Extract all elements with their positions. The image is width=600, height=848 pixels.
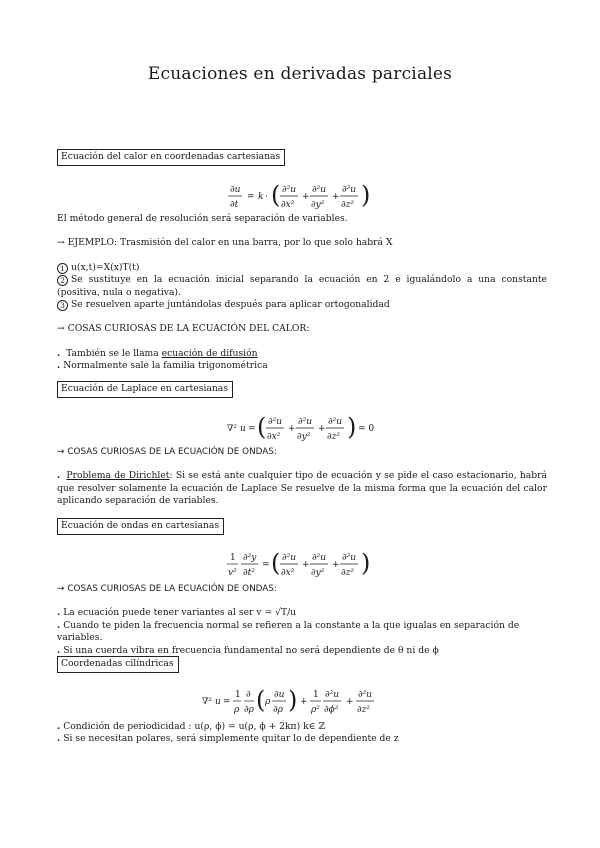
svg-text:+: + [318, 424, 326, 434]
svg-text:∂ϕ²: ∂ϕ² [324, 705, 339, 715]
svg-text:ρ: ρ [265, 697, 271, 707]
svg-text:(: ( [256, 686, 266, 714]
svg-text:(: ( [271, 549, 281, 577]
waves-curiosas-text: COSAS CURIOSAS DE LA ECUACIÓN DE ONDAS: [67, 584, 277, 594]
step-number-icon: 2 [57, 275, 68, 286]
waves-bullet-1: . La ecuación puede tener variantes al ser v = √T/u [57, 607, 547, 619]
heat-step-2 [57, 274, 547, 299]
svg-text:∂z²: ∂z² [341, 568, 355, 578]
svg-text:∂t²: ∂t² [243, 568, 255, 578]
waves-bullet-2: . Cuando te piden la frecuencia normal se refieren a la constante a la que igualas en separación de variables. [57, 620, 547, 645]
svg-text:+: + [300, 697, 308, 707]
svg-text:∂²u: ∂²u [268, 417, 283, 427]
svg-text:+: + [288, 424, 296, 434]
waves-curiosas-line [57, 583, 547, 595]
svg-text:(: ( [271, 181, 281, 209]
svg-text:1: 1 [230, 553, 236, 563]
laplace-equation [0, 412, 600, 450]
cyl-bullet-2: . Si se necesitan polares, será simplemente quitar lo de dependiente de z [57, 733, 547, 745]
svg-text:): ) [361, 181, 371, 209]
cyl-bullet-1: . Condición de periodicidad : u(ρ, ϕ) = u(ρ, ϕ + 2kπ) k∈ ℤ [57, 721, 547, 733]
dirichlet-link: Problema de Dirichlet [66, 470, 170, 482]
svg-text:∂²u: ∂²u [328, 417, 343, 427]
heat-curiosas-text: COSAS CURIOSAS DE LA ECUACIÓN DEL CALOR: [67, 323, 310, 335]
svg-text:∂²u: ∂²u [342, 185, 357, 195]
section-heading-laplace: Ecuación de Laplace en cartesianas [57, 381, 233, 398]
section-heat-heading-wrap [57, 149, 547, 166]
page-title: Ecuaciones en derivadas parciales [147, 64, 453, 84]
waves-bullet-3: . Si una cuerda vibra en frecuencia fundamental no será dependiente de θ ni de ϕ [57, 645, 547, 657]
svg-text:·: · [265, 192, 268, 202]
svg-text:): ) [361, 549, 371, 577]
laplace-curiosas-text: COSAS CURIOSAS DE LA ECUACIÓN DE ONDAS: [67, 447, 277, 457]
heat-equation-formula [225, 180, 375, 214]
section-waves-heading-wrap [57, 518, 547, 535]
svg-text:=: = [262, 560, 270, 570]
svg-text:∂²u: ∂²u [358, 690, 373, 700]
arrow-right-icon: → [57, 323, 65, 335]
svg-text:∂y²: ∂y² [311, 200, 325, 210]
heat-bullet-1 [57, 348, 547, 360]
heat-text-block [57, 213, 547, 373]
svg-text:∂²u: ∂²u [282, 185, 297, 195]
svg-text:∂²u: ∂²u [282, 553, 297, 563]
svg-text:+: + [346, 697, 354, 707]
wave-equation [0, 548, 600, 586]
svg-text:∂x²: ∂x² [267, 432, 281, 442]
svg-text:=: = [248, 424, 256, 434]
section-heading-heat: Ecuación del calor en coordenadas cartesianas [57, 149, 285, 166]
laplace-text-block [57, 446, 547, 508]
heat-step-3-text: Se resuelven aparte juntándolas después para aplicar ortogonalidad [71, 299, 390, 311]
heat-method-text: El método general de resolución será separación de variables. [57, 213, 348, 224]
svg-text:ρ: ρ [234, 705, 240, 715]
step-number-icon: 1 [57, 263, 68, 274]
svg-text:∂²u: ∂²u [325, 690, 340, 700]
svg-text:1: 1 [313, 690, 319, 700]
svg-text:∂z²: ∂z² [327, 432, 341, 442]
svg-text:∂: ∂ [246, 690, 251, 700]
wave-equation-formula [225, 548, 375, 582]
svg-text:∇²: ∇² [227, 424, 237, 434]
svg-text:∂x²: ∂x² [281, 568, 295, 578]
svg-text:∂²u: ∂²u [298, 417, 313, 427]
svg-text:∂ρ: ∂ρ [244, 705, 254, 715]
svg-text:+: + [332, 192, 340, 202]
svg-text:∂u: ∂u [274, 690, 285, 700]
svg-text:(: ( [257, 413, 267, 441]
laplace-curiosas-line [57, 446, 547, 458]
svg-text:∂²y: ∂²y [243, 553, 257, 563]
svg-text:∂y²: ∂y² [297, 432, 311, 442]
heat-example-line [57, 237, 547, 249]
section-laplace-heading-wrap [57, 381, 547, 398]
svg-text:=: = [223, 697, 231, 707]
svg-text:+: + [332, 560, 340, 570]
cylindrical-text-block [57, 721, 547, 746]
svg-text:=: = [247, 192, 255, 202]
heat-step-1 [57, 262, 547, 274]
svg-text:∇²: ∇² [202, 697, 212, 707]
svg-text:∂u: ∂u [230, 185, 241, 195]
svg-text:v²: v² [228, 568, 237, 578]
arrow-right-icon: → [57, 447, 65, 457]
svg-text:u: u [215, 697, 221, 707]
laplace-bullet-text: : Si se está ante cualquier tipo de ecuación y se pide el caso estacionario, habrá que resolver solamente la ecuación de Laplace Se resuelve de la misma forma que la ecuación del calor aplicando separación de variables. [57, 470, 547, 507]
svg-text:): ) [347, 413, 357, 441]
laplace-equation-formula [225, 412, 375, 446]
svg-text:+: + [302, 560, 310, 570]
svg-text:∂²u: ∂²u [342, 553, 357, 563]
svg-text:∂²u: ∂²u [312, 553, 327, 563]
svg-text:u: u [240, 424, 246, 434]
svg-text:∂z²: ∂z² [357, 705, 371, 715]
svg-text:∂²u: ∂²u [312, 185, 327, 195]
heat-bullet-2: . Normalmente sale la familia trigonométrica [57, 360, 547, 372]
svg-text:∂ρ: ∂ρ [273, 705, 283, 715]
svg-text:∂y²: ∂y² [311, 568, 325, 578]
svg-text:k: k [258, 192, 264, 202]
svg-text:∂t: ∂t [230, 200, 239, 210]
heat-bullet-1-text: También se le llama [66, 347, 162, 359]
difusion-link: ecuación de difusión [161, 347, 258, 359]
section-heading-cylindrical: Coordenadas cilíndricas [57, 656, 179, 673]
laplace-bullet [57, 470, 547, 507]
cylindrical-laplacian [0, 685, 600, 723]
svg-text:): ) [288, 686, 298, 714]
svg-text:1: 1 [235, 690, 241, 700]
waves-text-block [57, 583, 547, 657]
step-number-icon: 3 [57, 300, 68, 311]
heat-curiosas-line [57, 323, 547, 335]
heat-step-2-text: Se sustituye en la ecuación inicial separando la ecuación en 2 e igualándolo a una constante (positiva, nula o negativa). [57, 274, 547, 298]
arrow-right-icon: → [57, 584, 65, 594]
svg-text:∂x²: ∂x² [281, 200, 295, 210]
svg-text:∂z²: ∂z² [341, 200, 355, 210]
arrow-right-icon: → [57, 237, 65, 249]
heat-step-3 [57, 299, 547, 311]
cylindrical-laplacian-formula [200, 685, 400, 719]
section-heading-waves: Ecuación de ondas en cartesianas [57, 518, 224, 535]
section-cyl-heading-wrap [57, 656, 547, 673]
svg-text:+: + [302, 192, 310, 202]
heat-step-1-text: u(x,t)=X(x)T(t) [71, 261, 140, 273]
svg-text:= 0: = 0 [358, 424, 375, 434]
svg-text:ρ²: ρ² [311, 705, 320, 715]
heat-example-text: EJEMPLO: Trasmisión del calor en una barra, por lo que solo habrá X [67, 237, 393, 249]
